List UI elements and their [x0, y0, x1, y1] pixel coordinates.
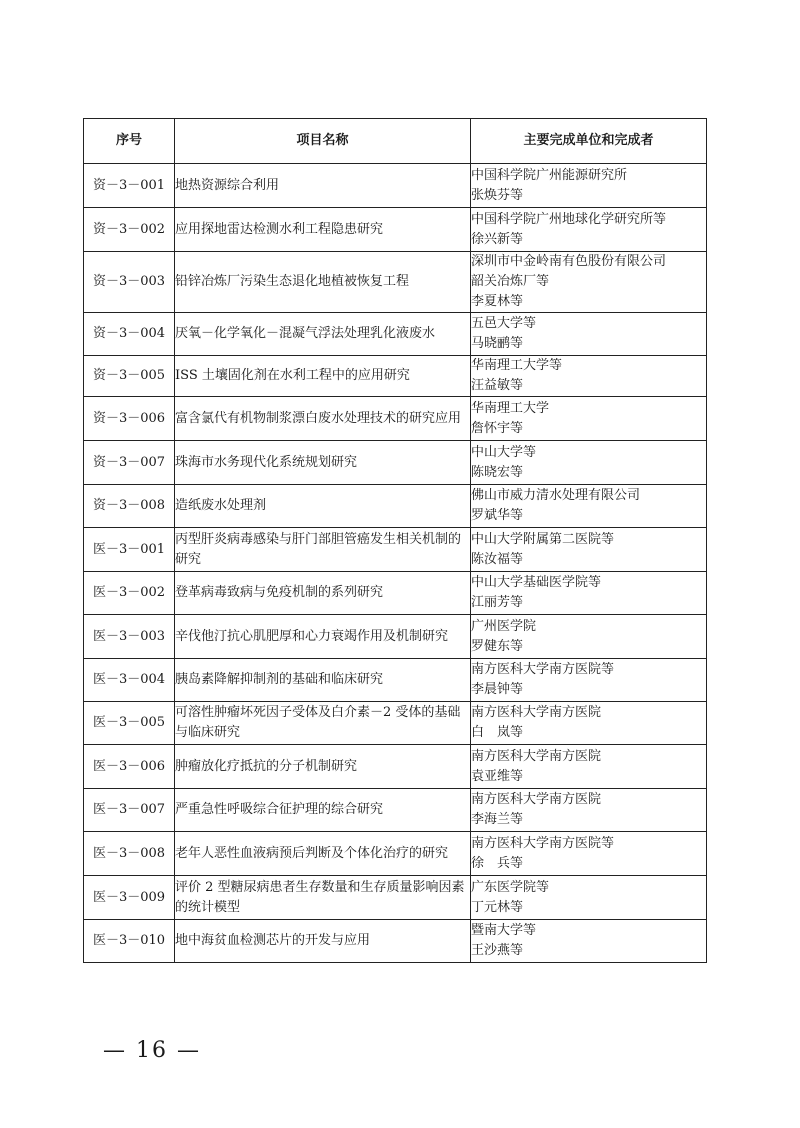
table-row	[84, 615, 707, 659]
row-project-name: 造纸废水处理剂	[175, 485, 471, 528]
row-project-name: 严重急性呼吸综合征护理的综合研究	[175, 789, 471, 832]
unit-line: 南方医科大学南方医院	[471, 705, 602, 720]
row-serial: 资－3－001	[84, 164, 175, 208]
table-row	[84, 745, 707, 789]
unit-line: 暨南大学等	[471, 923, 537, 938]
row-units-and-authors	[471, 789, 707, 832]
row-serial: 医－3－009	[84, 876, 175, 920]
row-serial: 医－3－003	[84, 615, 175, 659]
unit-line: 中国科学院广州地球化学研究所等	[471, 211, 667, 227]
row-serial: 资－3－002	[84, 208, 175, 252]
row-units-and-authors	[471, 313, 707, 356]
row-units-and-authors	[471, 920, 707, 963]
row-project-name: 地中海贫血检测芯片的开发与应用	[175, 920, 471, 963]
row-units-and-authors	[471, 745, 707, 789]
unit-line: 五邑大学等	[471, 316, 537, 331]
row-serial: 医－3－004	[84, 659, 175, 702]
unit-line: 李海兰等	[471, 812, 524, 827]
row-serial: 资－3－005	[84, 356, 175, 397]
unit-line: 袁亚维等	[471, 768, 524, 784]
table-body	[84, 164, 707, 963]
unit-line: 汪益敏等	[471, 378, 524, 393]
row-project-name: 富含氯代有机物制浆漂白废水处理技术的研究应用	[175, 397, 471, 441]
row-project-name: 应用探地雷达检测水利工程隐患研究	[175, 208, 471, 252]
row-units-and-authors	[471, 397, 707, 441]
unit-line: 徐 兵等	[471, 855, 524, 871]
table-row	[84, 572, 707, 615]
row-units-and-authors	[471, 208, 707, 252]
table-row	[84, 876, 707, 920]
unit-line: 南方医科大学南方医院等	[471, 835, 615, 851]
row-serial: 医－3－001	[84, 528, 175, 572]
row-units-and-authors	[471, 572, 707, 615]
unit-line: 南方医科大学南方医院	[471, 748, 602, 764]
unit-line: 詹怀宇等	[471, 420, 524, 436]
row-project-name: 珠海市水务现代化系统规划研究	[175, 441, 471, 485]
unit-line: 佛山市威力清水处理有限公司	[471, 488, 641, 503]
row-units-and-authors	[471, 485, 707, 528]
row-project-name: 可溶性肿瘤坏死因子受体及白介素－2 受体的基础与临床研究	[175, 702, 471, 745]
header-units-and-authors: 主要完成单位和完成者	[471, 119, 707, 164]
awards-table	[83, 118, 707, 963]
unit-line: 深圳市中金岭南有色股份有限公司	[471, 254, 667, 269]
row-project-name: 厌氧－化学氧化－混凝气浮法处理乳化液废水	[175, 313, 471, 356]
row-serial: 医－3－010	[84, 920, 175, 963]
table-row	[84, 356, 707, 397]
table-row	[84, 208, 707, 252]
table-row	[84, 702, 707, 745]
unit-line: 中山大学等	[471, 444, 537, 460]
unit-line: 南方医科大学南方医院等	[471, 662, 615, 677]
row-units-and-authors	[471, 356, 707, 397]
table-row	[84, 485, 707, 528]
table-row	[84, 789, 707, 832]
row-project-name: 胰岛素降解抑制剂的基础和临床研究	[175, 659, 471, 702]
row-units-and-authors	[471, 252, 707, 313]
table-row	[84, 659, 707, 702]
unit-line: 陈汝福等	[471, 551, 524, 567]
row-serial: 医－3－005	[84, 702, 175, 745]
row-serial: 医－3－002	[84, 572, 175, 615]
header-serial: 序号	[84, 119, 175, 164]
unit-line: 徐兴新等	[471, 231, 524, 247]
unit-line: 广州医学院	[471, 618, 537, 634]
unit-line: 江丽芳等	[471, 595, 524, 610]
unit-line: 张焕芬等	[471, 187, 524, 203]
row-units-and-authors	[471, 659, 707, 702]
row-serial: 医－3－007	[84, 789, 175, 832]
table-row	[84, 441, 707, 485]
unit-line: 马晓鹂等	[471, 336, 524, 351]
row-project-name: 肿瘤放化疗抵抗的分子机制研究	[175, 745, 471, 789]
row-serial: 资－3－007	[84, 441, 175, 485]
row-project-name: 登革病毒致病与免疫机制的系列研究	[175, 572, 471, 615]
row-units-and-authors	[471, 441, 707, 485]
unit-line: 华南理工大学	[471, 400, 550, 416]
unit-line: 陈晓宏等	[471, 464, 524, 480]
row-serial: 医－3－006	[84, 745, 175, 789]
row-units-and-authors	[471, 832, 707, 876]
row-units-and-authors	[471, 876, 707, 920]
row-units-and-authors	[471, 528, 707, 572]
row-serial: 资－3－003	[84, 252, 175, 313]
header-project-name: 项目名称	[175, 119, 471, 164]
unit-line: 李晨钟等	[471, 682, 524, 697]
row-project-name: 丙型肝炎病毒感染与肝门部胆管癌发生相关机制的研究	[175, 528, 471, 572]
table-row	[84, 252, 707, 313]
row-serial: 医－3－008	[84, 832, 175, 876]
unit-line: 罗健东等	[471, 638, 524, 654]
row-units-and-authors	[471, 615, 707, 659]
row-serial: 资－3－004	[84, 313, 175, 356]
unit-line: 李夏林等	[471, 294, 524, 309]
row-project-name: 辛伐他汀抗心肌肥厚和心力衰竭作用及机制研究	[175, 615, 471, 659]
row-project-name: ISS 土壤固化剂在水利工程中的应用研究	[175, 356, 471, 397]
row-project-name: 地热资源综合利用	[175, 164, 471, 208]
unit-line: 王沙燕等	[471, 943, 524, 958]
table-row	[84, 164, 707, 208]
unit-line: 中山大学基础医学院等	[471, 575, 602, 590]
unit-line: 韶关冶炼厂等	[471, 274, 550, 289]
unit-line: 罗斌华等	[471, 508, 524, 523]
unit-line: 中国科学院广州能源研究所	[471, 167, 628, 183]
table-row	[84, 528, 707, 572]
table-row	[84, 920, 707, 963]
unit-line: 华南理工大学等	[471, 358, 563, 373]
table-header-row	[84, 119, 707, 164]
unit-line: 广东医学院等	[471, 879, 550, 895]
row-serial: 资－3－006	[84, 397, 175, 441]
table-row	[84, 397, 707, 441]
unit-line: 南方医科大学南方医院	[471, 792, 602, 807]
row-project-name: 评价 2 型糖尿病患者生存数量和生存质量影响因素的统计模型	[175, 876, 471, 920]
page-number: — 16 —	[103, 1038, 201, 1063]
table-row	[84, 832, 707, 876]
row-serial: 资－3－008	[84, 485, 175, 528]
unit-line: 中山大学附属第二医院等	[471, 531, 615, 547]
unit-line: 丁元林等	[471, 899, 524, 915]
row-units-and-authors	[471, 164, 707, 208]
row-project-name: 老年人恶性血液病预后判断及个体化治疗的研究	[175, 832, 471, 876]
row-units-and-authors	[471, 702, 707, 745]
row-project-name: 铅锌冶炼厂污染生态退化地植被恢复工程	[175, 252, 471, 313]
table-row	[84, 313, 707, 356]
unit-line: 白 岚等	[471, 725, 524, 740]
